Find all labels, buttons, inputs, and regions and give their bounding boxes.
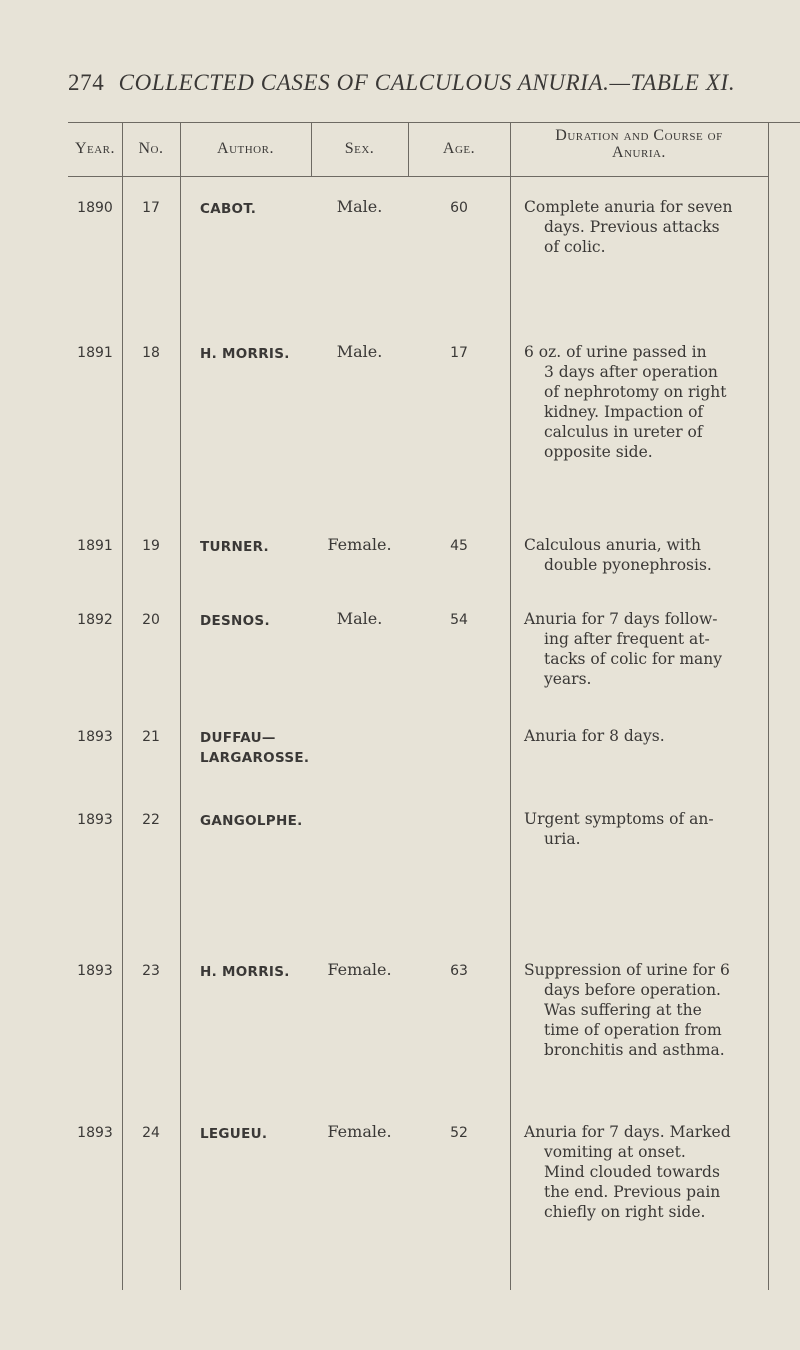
cell-no: 22	[142, 812, 160, 828]
cell-year: 1892	[77, 612, 113, 628]
cell-sex: Male.	[336, 197, 383, 216]
page-number: 274	[68, 70, 105, 95]
duration-line: of colic.	[544, 238, 606, 256]
author-line: LEGUEU.	[200, 1126, 268, 1142]
duration-line: opposite side.	[544, 443, 653, 461]
column-rule	[768, 122, 769, 1290]
duration-line: uria.	[544, 830, 581, 848]
duration-line: tacks of colic for many	[544, 650, 723, 668]
duration-line: Urgent symptoms of an-	[524, 810, 714, 828]
column-header-no: No.	[138, 140, 164, 157]
duration-line: Suppression of urine for 6	[524, 961, 730, 979]
column-rule	[180, 122, 181, 1290]
cell-year: 1893	[77, 1125, 113, 1141]
duration-line: vomiting at onset.	[544, 1143, 686, 1161]
cell-duration	[524, 726, 766, 746]
cell-sex: Female.	[327, 1122, 392, 1141]
cell-year: 1893	[77, 963, 113, 979]
cell-no: 17	[142, 200, 160, 216]
duration-line: years.	[544, 670, 592, 688]
cell-no: 19	[142, 538, 160, 554]
cell-age: 45	[450, 538, 468, 554]
duration-line: Mind clouded towards	[544, 1163, 720, 1181]
column-header-sex: Sex.	[344, 140, 375, 157]
cell-author	[200, 962, 311, 982]
column-header-duration	[510, 127, 768, 161]
duration-line: Anuria for 8 days.	[524, 727, 665, 745]
duration-line: of nephrotomy on right	[544, 383, 727, 401]
column-header-age: Age.	[442, 140, 476, 157]
cell-age: 52	[450, 1125, 468, 1141]
duration-line: the end. Previous pain	[544, 1183, 721, 1201]
cell-no: 24	[142, 1125, 160, 1141]
cell-year: 1891	[77, 538, 113, 554]
author-line: CABOT.	[200, 201, 257, 217]
author-line: DESNOS.	[200, 613, 270, 629]
cell-author	[200, 537, 311, 557]
table-top-rule	[68, 122, 800, 123]
column-rule	[122, 122, 123, 1290]
author-line: GANGOLPHE.	[200, 813, 303, 829]
author-line: DUFFAU—	[200, 730, 276, 746]
cell-age: 17	[450, 345, 468, 361]
cell-duration	[524, 609, 766, 689]
duration-line: ing after frequent at-	[544, 630, 710, 648]
cell-age: 54	[450, 612, 468, 628]
cell-duration	[524, 342, 766, 462]
duration-line: calculus in ureter of	[544, 423, 703, 441]
cell-duration	[524, 1122, 766, 1222]
cell-duration	[524, 535, 766, 575]
column-header-duration-line1: Duration and Course of	[555, 127, 723, 144]
cell-author	[200, 728, 311, 768]
cell-author	[200, 199, 311, 219]
author-line: TURNER.	[200, 539, 269, 555]
duration-line: Was suffering at the	[544, 1001, 702, 1019]
cell-sex: Male.	[336, 609, 383, 628]
page-title: COLLECTED CASES OF CALCULOUS ANURIA.—TABLE XI.	[118, 70, 736, 95]
cell-no: 20	[142, 612, 160, 628]
duration-line: 6 oz. of urine passed in	[524, 343, 707, 361]
running-head	[68, 70, 735, 96]
duration-line: double pyonephrosis.	[544, 556, 712, 574]
cell-age: 60	[450, 200, 468, 216]
cell-author	[200, 344, 311, 364]
cell-duration	[524, 809, 766, 849]
duration-line: bronchitis and asthma.	[544, 1041, 725, 1059]
cell-no: 21	[142, 729, 160, 745]
cell-no: 23	[142, 963, 160, 979]
duration-line: Complete anuria for seven	[524, 198, 733, 216]
duration-line: Calculous anuria, with	[524, 536, 701, 554]
cell-age: 63	[450, 963, 468, 979]
author-line: H. MORRIS.	[200, 964, 290, 980]
cell-year: 1893	[77, 729, 113, 745]
duration-line: chiefly on right side.	[544, 1203, 706, 1221]
cell-year: 1891	[77, 345, 113, 361]
cell-author	[200, 611, 311, 631]
cell-no: 18	[142, 345, 160, 361]
duration-line: Anuria for 7 days follow-	[524, 610, 718, 628]
cell-year: 1893	[77, 812, 113, 828]
author-line: H. MORRIS.	[200, 346, 290, 362]
cell-duration	[524, 197, 766, 257]
cell-sex: Male.	[336, 342, 383, 361]
column-rule	[510, 122, 511, 1290]
cell-duration	[524, 960, 766, 1060]
duration-line: days before operation.	[544, 981, 721, 999]
duration-line: 3 days after operation	[544, 363, 718, 381]
duration-line: Anuria for 7 days. Marked	[524, 1123, 731, 1141]
column-header-duration-line2: Anuria.	[612, 144, 666, 161]
cell-year: 1890	[77, 200, 113, 216]
cell-author	[200, 1124, 311, 1144]
cell-sex: Female.	[327, 960, 392, 979]
author-line: LARGAROSSE.	[200, 750, 310, 766]
column-header-author: Author.	[217, 140, 274, 157]
duration-line: kidney. Impaction of	[544, 403, 704, 421]
duration-line: days. Previous attacks	[544, 218, 720, 236]
column-header-year: Year.	[74, 140, 116, 157]
header-bottom-rule	[68, 176, 768, 177]
cell-author	[200, 811, 311, 831]
duration-line: time of operation from	[544, 1021, 722, 1039]
cell-sex: Female.	[327, 535, 392, 554]
